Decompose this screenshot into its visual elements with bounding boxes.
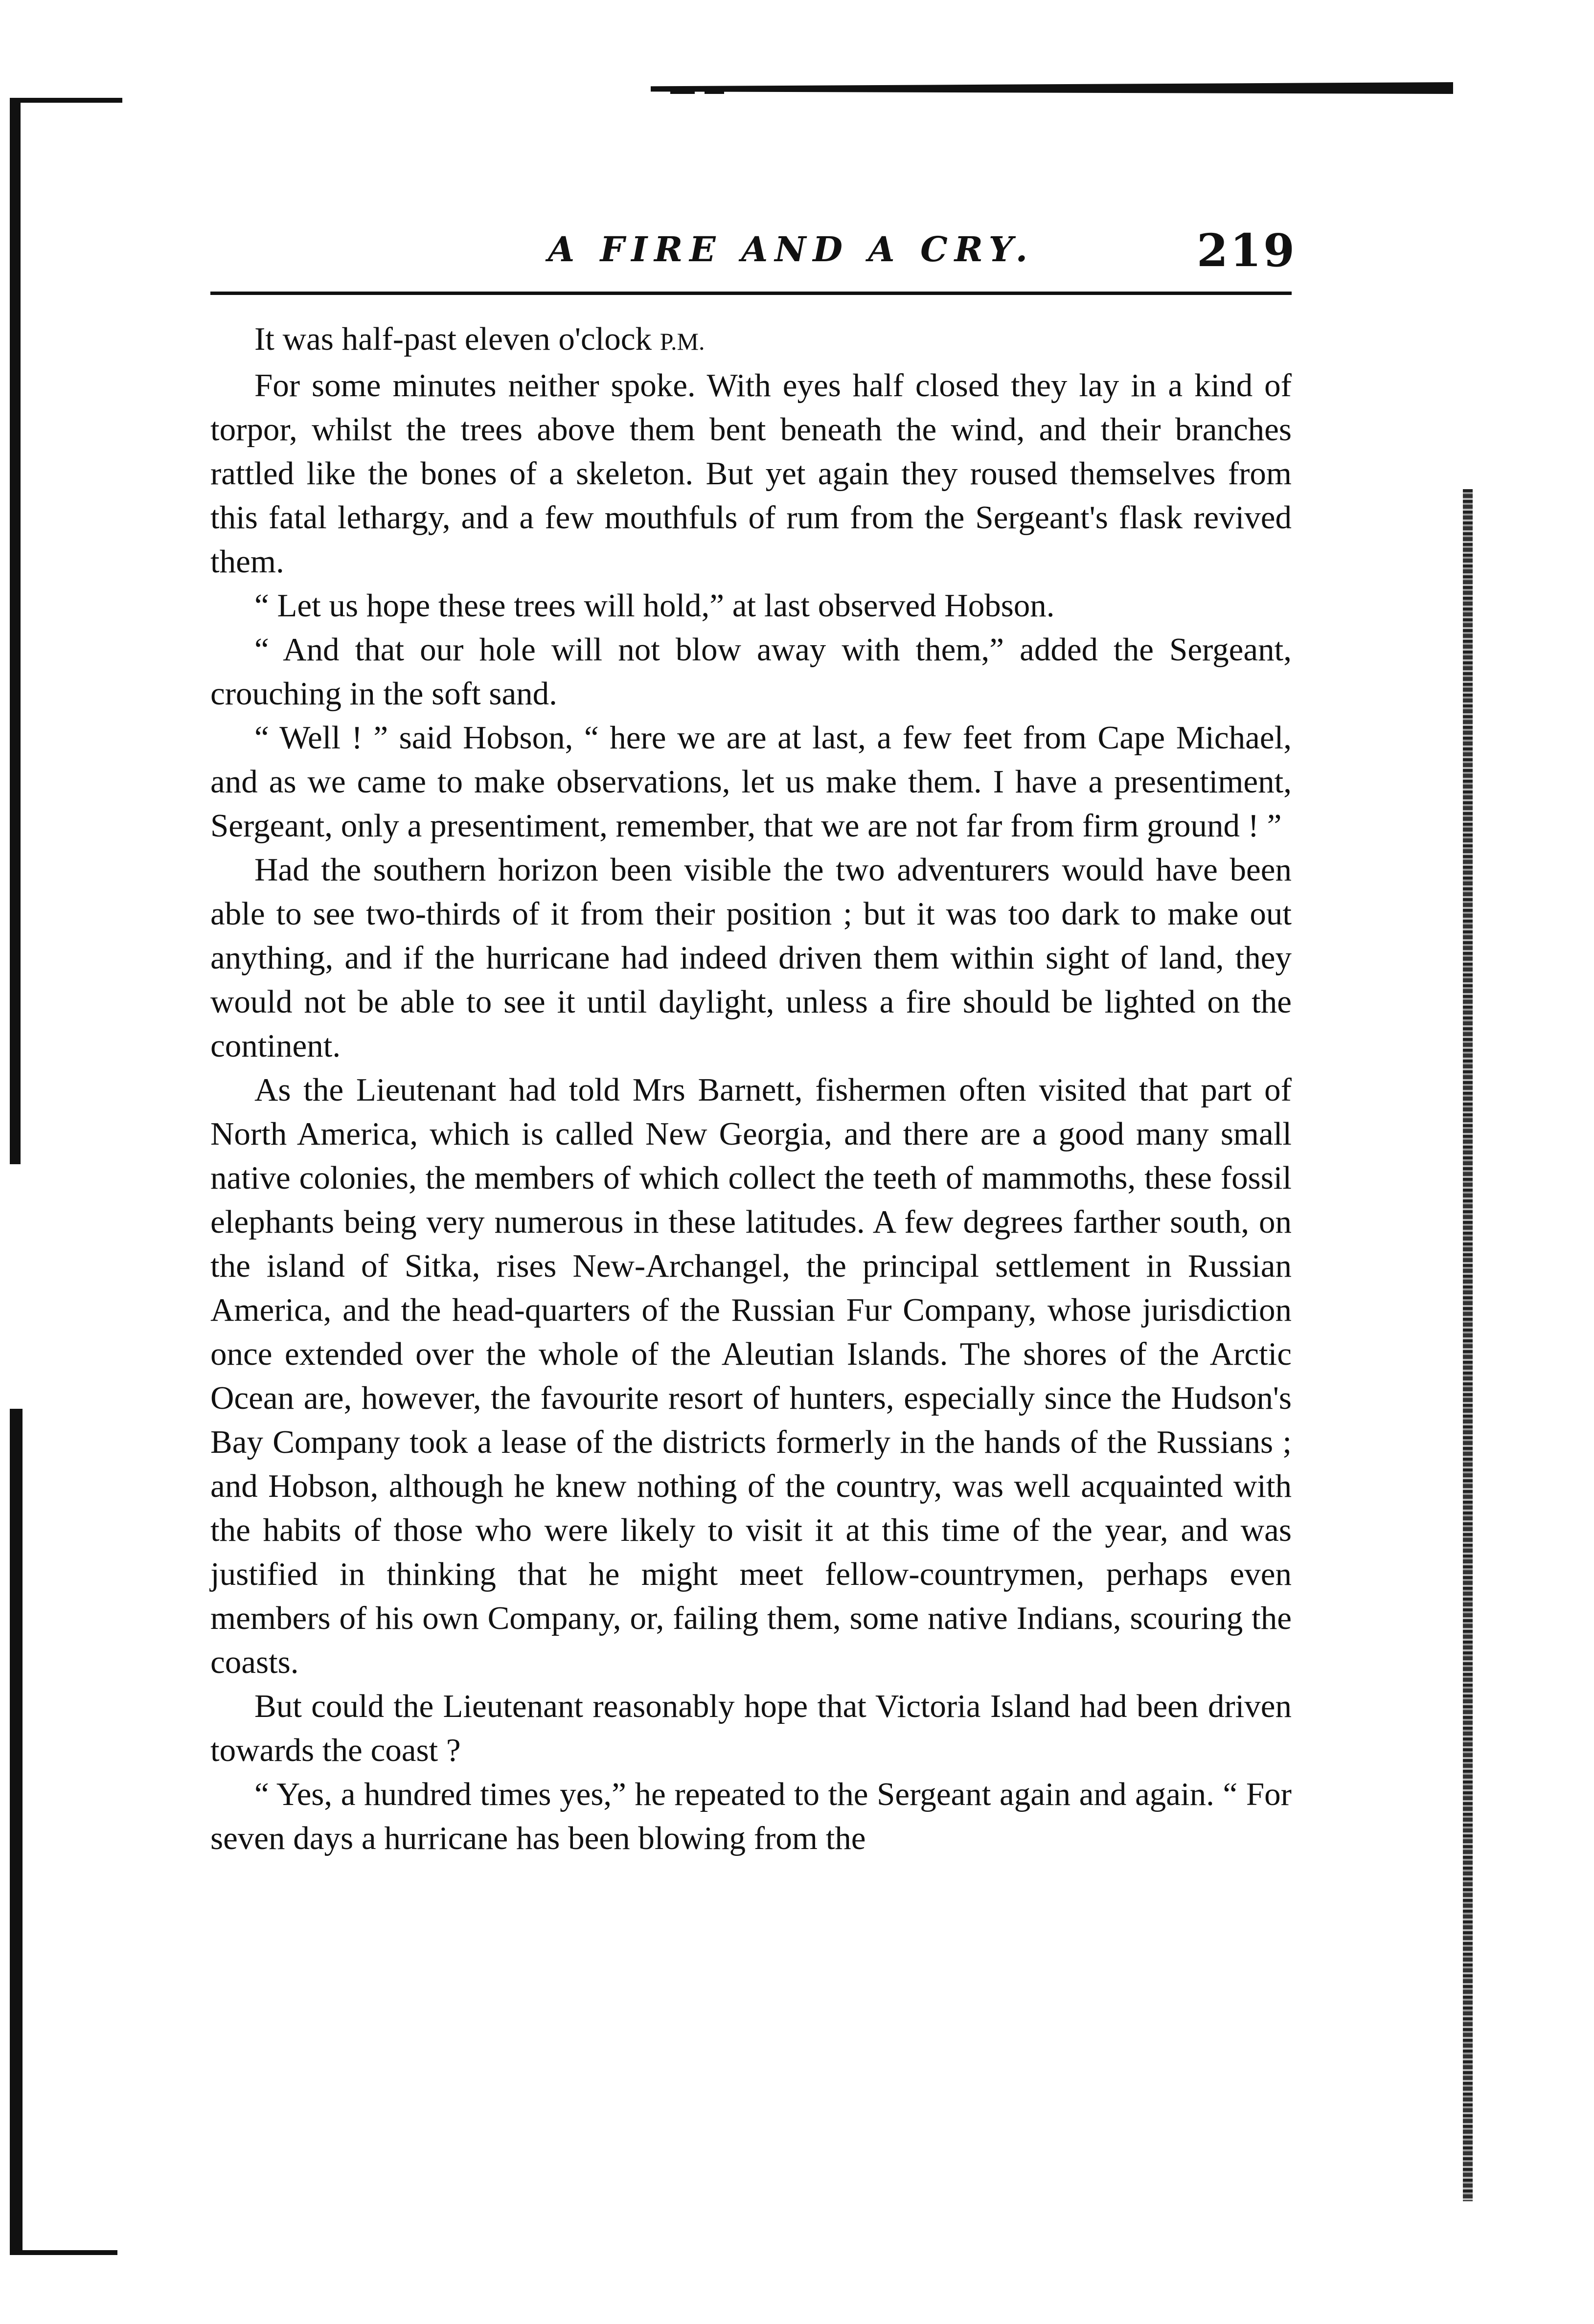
paragraph: “ Let us hope these trees will hold,” at last observed Hobson. xyxy=(254,587,1055,624)
paragraph-text: It was half-past eleven o'clock xyxy=(254,321,660,357)
header-rule xyxy=(210,292,1292,295)
scan-top-dash xyxy=(705,87,724,94)
scan-right-edge xyxy=(1463,489,1473,2201)
page-header xyxy=(548,224,1297,278)
running-title: A FIRE AND A CRY. xyxy=(548,229,1035,270)
paragraph: “ Yes, a hundred times yes,” he repeated to the Sergeant again and again. “ For seven days a hurricane has been blowing from the xyxy=(210,1776,1292,1856)
scan-left-edge xyxy=(10,98,21,1164)
scan-left-edge xyxy=(10,1409,23,2255)
scan-top-bar xyxy=(651,82,1453,94)
paragraph: As the Lieutenant had told Mrs Barnett, fishermen often visited that part of North America, which is called New Georgia, and there are a good many small native colonies, the members of which collect the teeth of mammoths, these fossil elephants being very numerous in these latitudes. A few degrees farther south, on the island of Sitka, rises New-Archangel, the principal settlement in Russian America, and the head-quarters of the Russian Fur Company, whose jurisdiction once extended over the whole of the Aleutian Islands. The shores of the Arctic Ocean are, however, the favourite resort of hunters, especially since the Hudson's Bay Company took a lease of the districts formerly in the hands of the Russians ; and Hobson, although he knew nothing of the country, was well acquainted with the habits of those who were likely to visit it at this time of the year, and was justified in thinking that he might meet fellow-countrymen, perhaps even members of his own Company, or, failing them, some native Indians, scouring the coasts. xyxy=(210,1072,1292,1680)
paragraph: For some minutes neither spoke. With eyes half closed they lay in a kind of torpor, whilst the trees above them bent beneath the wind, and their branches rattled like the bones of a skeleton. But yet again they roused themselves from this fatal lethargy, and a few mouthfuls of rum from the Sergeant's flask revived them. xyxy=(210,367,1292,580)
page-number: 219 xyxy=(1196,224,1297,277)
time-suffix: P.M. xyxy=(660,328,705,355)
paragraph: “ Well ! ” said Hobson, “ here we are at last, a few feet from Cape Michael, and as we came to make observations, let us make them. I have a presentiment, Sergeant, only a presentiment, remember, that we are not far from firm ground ! ” xyxy=(210,720,1292,844)
paragraph: “ And that our hole will not blow away with them,” added the Sergeant, crouching in the soft sand. xyxy=(210,632,1292,712)
paragraph xyxy=(210,317,1292,363)
scan-left-edge-cap xyxy=(10,98,122,103)
scan-left-edge-base xyxy=(10,2250,117,2255)
paragraph: But could the Lieutenant reasonably hope that Victoria Island had been driven towards the coast ? xyxy=(210,1688,1292,1768)
paragraph: Had the southern horizon been visible the two adventurers would have been able to see two-thirds of it from their position ; but it was too dark to make out anything, and if the hurricane had indeed driven them within sight of land, they would not be able to see it until daylight, unless a fire should be lighted on the continent. xyxy=(210,852,1292,1064)
body-text xyxy=(210,317,1292,1860)
scan-top-dash xyxy=(670,87,695,94)
